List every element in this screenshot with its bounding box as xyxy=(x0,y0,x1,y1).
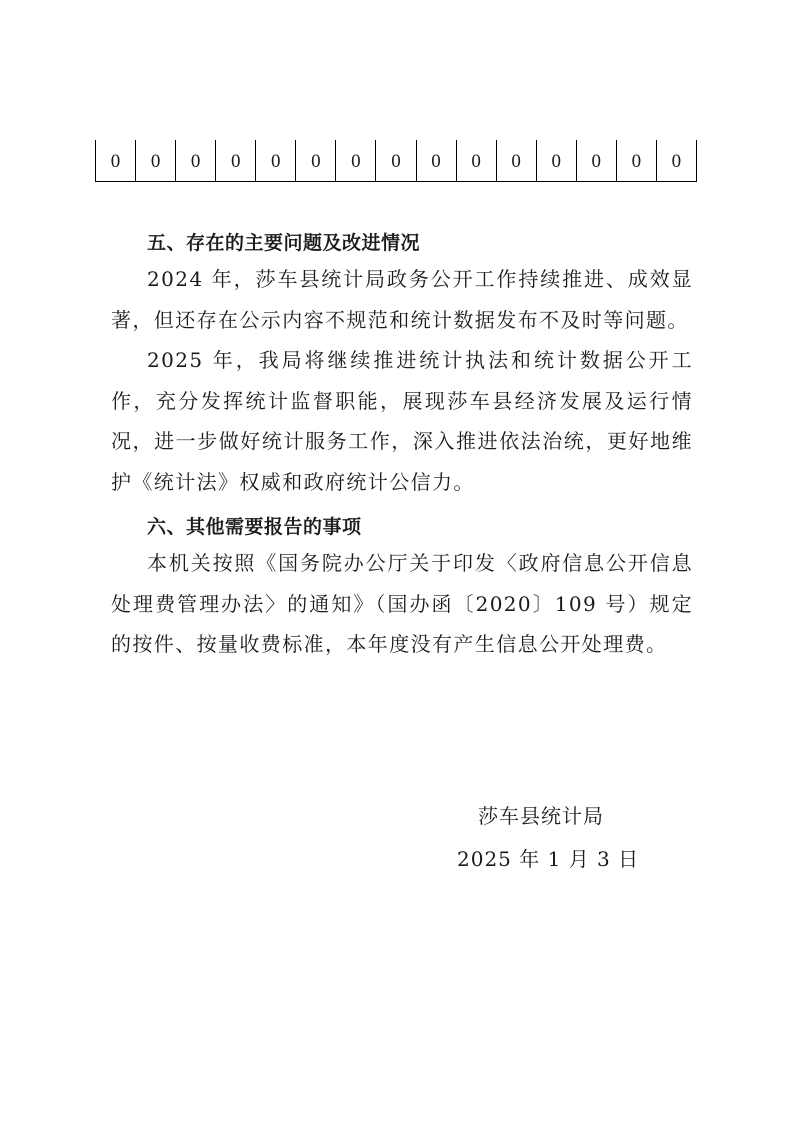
section-heading-issues: 五、存在的主要问题及改进情况 xyxy=(147,232,421,254)
table-cell: 0 xyxy=(537,140,577,181)
table-cell: 0 xyxy=(376,140,416,181)
table-cell: 0 xyxy=(136,140,176,181)
section-heading-other-matters: 六、其他需要报告的事项 xyxy=(147,516,362,538)
table-cell: 0 xyxy=(176,140,216,181)
paragraph-issues-2024: 2024 年，莎车县统计局政务公开工作持续推进、成效显著，但还存在公示内容不规范和统计数据发布不及时等问题。 xyxy=(111,267,693,332)
signature-date: 2025 年 1 月 3 日 xyxy=(457,847,640,871)
table-cell: 0 xyxy=(256,140,296,181)
signature-organization: 莎车县统计局 xyxy=(478,804,604,828)
table-cell: 0 xyxy=(657,140,697,181)
table-cell: 0 xyxy=(417,140,457,181)
table-cell: 0 xyxy=(296,140,336,181)
stats-table-row xyxy=(95,140,697,182)
paragraph-fee-statement: 本机关按照《国务院办公厅关于印发〈政府信息公开信息处理费管理办法〉的通知》（国办函〔2020〕109 号）规定的按件、按量收费标准，本年度没有产生信息公开处理费。 xyxy=(111,551,693,656)
paragraph-plans-2025: 2025 年，我局将继续推进统计执法和统计数据公开工作，充分发挥统计监督职能，展现莎车县经济发展及运行情况，进一步做好统计服务工作，深入推进依法治统，更好地维护《统计法》权威和政府统计公信力。 xyxy=(111,348,693,494)
table-cell: 0 xyxy=(96,140,136,181)
table-cell: 0 xyxy=(216,140,256,181)
table-cell: 0 xyxy=(497,140,537,181)
table-cell: 0 xyxy=(457,140,497,181)
table-cell: 0 xyxy=(336,140,376,181)
table-cell: 0 xyxy=(617,140,657,181)
table-cell: 0 xyxy=(577,140,617,181)
